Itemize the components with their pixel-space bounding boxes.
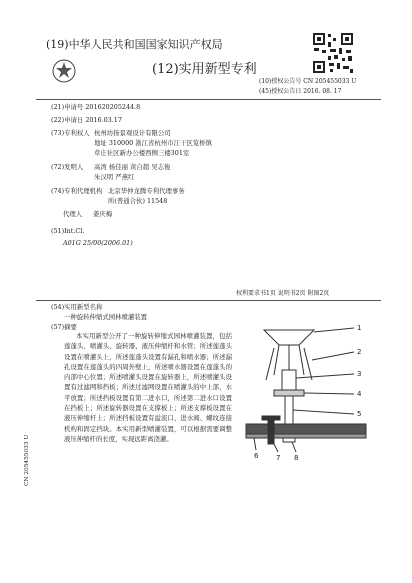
figure-label-3: 3 (357, 370, 362, 378)
pages-summary: 权利要求书1页 说明书2页 附图2页 (236, 290, 330, 297)
pub-date: 2016. 08. 17 (303, 88, 342, 95)
header-rule-divider (36, 99, 381, 100)
agency-line-1: 北京华仲龙腾专利代理事务 (108, 187, 185, 195)
utility-model-title: 一种旋转伸缩式园林喷灌装置 (64, 313, 148, 321)
figure-label-1: 1 (357, 324, 362, 332)
figure-label-2: 2 (357, 348, 362, 356)
assignee-line-1: 杭州坊扬景观设计有限公司 (94, 129, 171, 137)
utility-model-title-label: (54)实用新型名称 (51, 303, 103, 311)
pub-no-label: (10)授权公告号 (259, 78, 302, 85)
agent-label: 代理人 (63, 210, 83, 218)
country-office-line: (19)中华人民共和国国家知识产权局 (46, 38, 223, 51)
agency-label: (74)专利代理机构 (51, 187, 103, 195)
abstract-body (64, 331, 232, 444)
abstract-text: 本实用新型公开了一种旋转伸缩式园林喷灌装置，包括莲蓬头、喷灌头、旋转器、液压伸缩杆和水管；所述莲蓬头设置在喷灌头上，所述莲蓬头设置有漏孔和喷水器；所述漏孔设置在莲蓬头的四周外壁上，所述喷水器设置在莲蓬头的内部中心位置；所述喷灌头设置在旋转器上，所述喷灌头设置有过滤网和挡板；所述过滤网设置在喷灌头的中上部，水平放置；所述挡板设置有第二进水口，所述第二进水口设置在挡板上；所述旋转器设置在支撑板上；所述支撑板设置在液压伸缩杆上；所述挡板设置有溢流口、进水阀、螺纹连接机构和固定挡块。本实用新型喷灌装置，可以根据需要调整液压伸缩杆的长度，实现远距离浇灌。 (64, 332, 232, 443)
figure-label-8: 8 (294, 454, 299, 462)
figure-label-5: 5 (357, 410, 362, 418)
figure-label-6: 6 (254, 452, 259, 460)
sprinkler-figure (244, 320, 384, 475)
qr-code-icon (312, 32, 354, 74)
inventors-label: (72)发明人 (51, 163, 84, 171)
document-type-title: (12)实用新型专利 (152, 62, 257, 77)
ipc-classification: A01G 25/00(2006.01) (63, 239, 133, 247)
inventors-line-1: 高湾 杨佳丽 黄自超 吴志俊 (94, 163, 171, 171)
national-emblem-icon (52, 59, 76, 83)
side-publication-number: CN 205455033 U (24, 434, 30, 486)
inventors-line-2: 朱汉明 严燕红 (94, 173, 135, 181)
pub-no: CN 205455033 U (303, 78, 357, 85)
assignee-line-3: 草庄社区新办公楼西侧三楼301室 (94, 149, 190, 157)
abstract-label: (57)摘要 (51, 323, 77, 331)
figure-label-4: 4 (357, 390, 362, 398)
figure-label-7: 7 (276, 454, 281, 462)
application-number: (21)申请号 201620205244.8 (51, 103, 141, 111)
ipc-label: (51)Int.Cl. (51, 227, 85, 235)
agent-name: 姜庆梅 (93, 210, 113, 218)
agency-line-2: 所(普通合伙) 11548 (108, 197, 168, 205)
pub-date-label: (45)授权公告日 (259, 88, 302, 95)
section-rule-divider (36, 300, 381, 301)
assignee-label: (73)专利权人 (51, 129, 90, 137)
filing-date: (22)申请日 2016.03.17 (51, 116, 122, 124)
assignee-line-2: 地址 310000 浙江省杭州市江干区笕桥镇 (94, 139, 212, 147)
